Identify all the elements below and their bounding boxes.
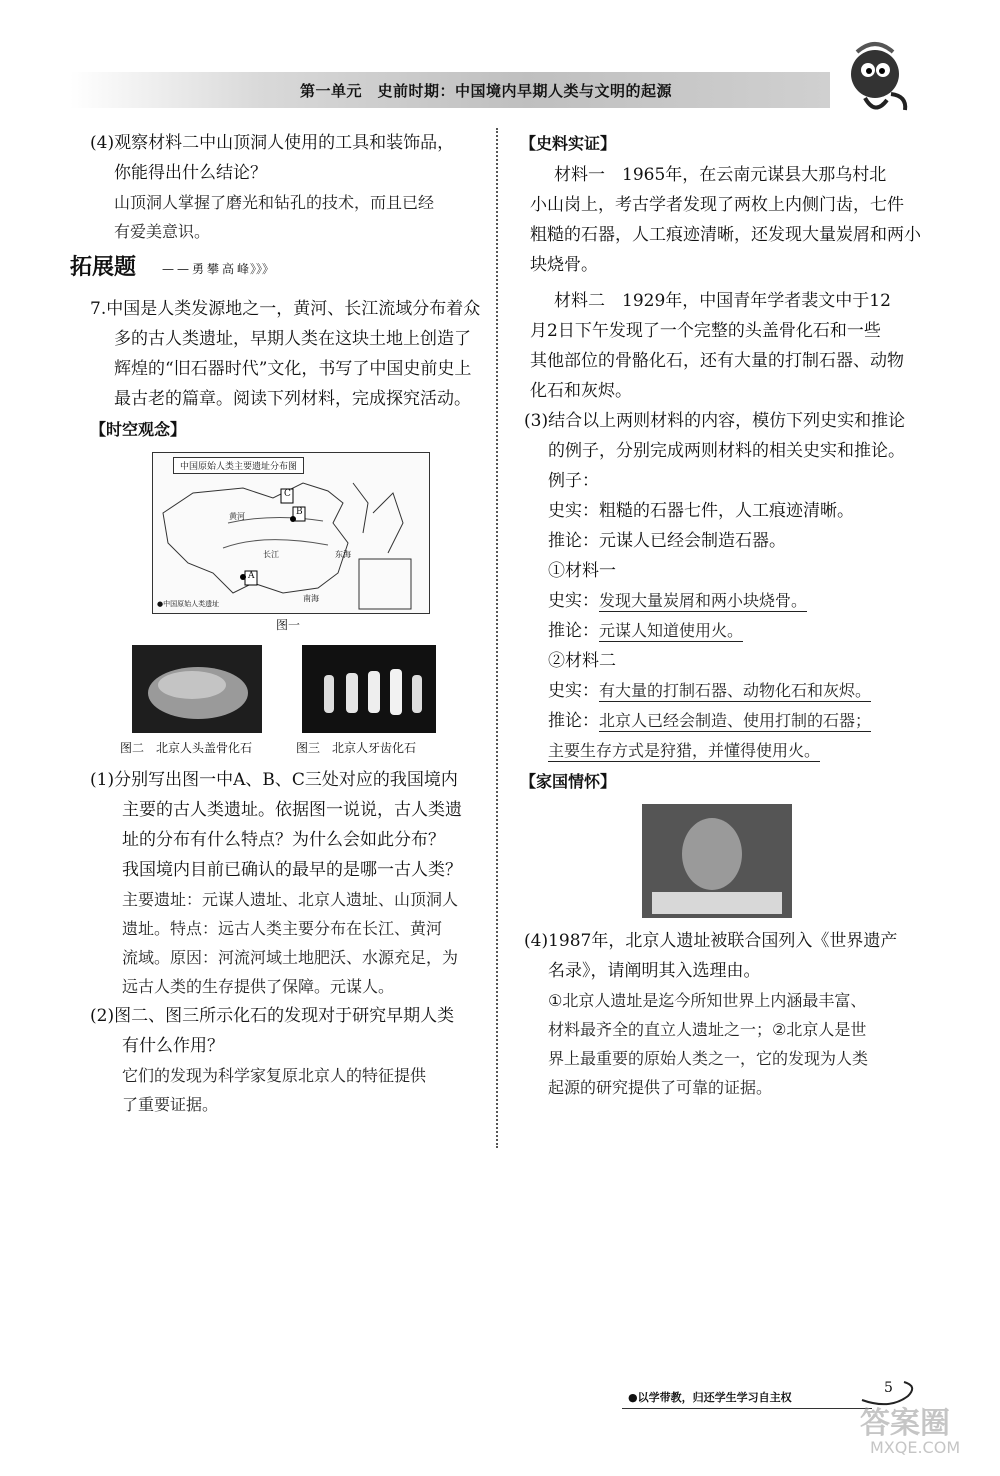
q3-material-2-fact bbox=[524, 676, 930, 706]
skull-fossil-image bbox=[132, 645, 262, 733]
fact-label: 史实： bbox=[548, 591, 599, 611]
q3-material-1-inference bbox=[524, 616, 930, 646]
inference-answer-cont: 主要生存方式是狩猎，并懂得使用火。 bbox=[548, 741, 821, 760]
inference-answer: 元谋人知道使用火。 bbox=[599, 621, 744, 640]
left-column bbox=[70, 128, 490, 1119]
material-1-line: 小山岗上，考古学者发现了两枚上内侧门齿，七件 bbox=[530, 195, 904, 215]
skull-fossil-icon bbox=[132, 645, 262, 733]
right-column bbox=[520, 128, 930, 1102]
material-2 bbox=[530, 286, 930, 406]
q4-right-prompt-line: 名录》，请阐明其入选理由。 bbox=[548, 961, 761, 981]
q7-stem-line: 7.中国是人类发源地之一，黄河、长江流域分布着众 bbox=[90, 299, 481, 319]
q7-stem-line: 多的古人类遗址，早期人类在这块土地上创造了 bbox=[114, 329, 471, 349]
map-label-donghai: 东海 bbox=[335, 550, 351, 559]
column-divider bbox=[496, 128, 498, 1148]
q2-prompt-line: 有什么作用？ bbox=[122, 1036, 224, 1056]
q3-material-1-label: ①材料一 bbox=[548, 561, 616, 581]
q4-right-answer-line: ①北京人遗址是迄今所知世界上内涵最丰富、 bbox=[548, 991, 867, 1010]
q1-prompt-line: (1)分别写出图一中A、B、C三处对应的我国境内 bbox=[90, 770, 458, 790]
inference-label: 推论： bbox=[548, 711, 599, 731]
footer-rule bbox=[622, 1408, 872, 1409]
fact-answer: 发现大量炭屑和两小块烧骨。 bbox=[599, 591, 808, 610]
q2-prompt-line: (2)图二、图三所示化石的发现对于研究早期人类 bbox=[90, 1006, 455, 1026]
q4-answer-line: 山顶洞人掌握了磨光和钻孔的技术，而且已经 bbox=[114, 193, 435, 212]
fossil-figures bbox=[90, 645, 490, 765]
section-tag-homeland: 【家国情怀】 bbox=[520, 772, 617, 791]
extension-subtitle: ——勇攀高峰 bbox=[162, 262, 253, 276]
q1-prompt-line: 主要的古人类遗址。依据图一说说，古人类遗 bbox=[122, 800, 462, 820]
q7-stem bbox=[90, 294, 490, 446]
q2 bbox=[90, 1001, 490, 1119]
q1-answer-line: 遗址。特点：远古人类主要分布在长江、黄河 bbox=[122, 919, 443, 938]
extension-title: 拓展题 bbox=[70, 255, 137, 280]
map-label-b: B bbox=[296, 507, 303, 517]
q4-prompt-line: (4)观察材料二中山顶洞人使用的工具和装饰品， bbox=[90, 133, 455, 153]
q4-right-answer-line: 界上最重要的原始人类之一，它的发现为人类 bbox=[548, 1049, 869, 1068]
q3 bbox=[524, 406, 930, 766]
map-drawing bbox=[153, 453, 429, 613]
fact-answer: 有大量的打制石器、动物化石和灰烬。 bbox=[599, 681, 872, 700]
q3-material-1-fact bbox=[524, 586, 930, 616]
peking-man-statue-image bbox=[642, 804, 792, 918]
page-header-title: 第一单元 史前时期：中国境内早期人类与文明的起源 bbox=[300, 82, 673, 100]
q3-example-fact: 史实：粗糙的石器七件，人工痕迹清晰。 bbox=[548, 501, 854, 521]
q7-stem-line: 辉煌的“旧石器时代”文化，书写了中国史前史上 bbox=[114, 359, 472, 379]
section-tag-evidence: 【史料实证】 bbox=[520, 134, 617, 153]
figure-1-caption: 图一 bbox=[276, 618, 301, 632]
teeth-fossil-image bbox=[302, 645, 436, 733]
map-label-c: C bbox=[284, 489, 291, 499]
map-label-changjiang: 长江 bbox=[263, 550, 279, 559]
q3-prompt-line: (3)结合以上两则材料的内容，模仿下列史实和推论 bbox=[524, 411, 906, 431]
q1-answer-line: 远古人类的生存提供了保障。元谋人。 bbox=[122, 977, 395, 996]
q2-answer-line: 它们的发现为科学家复原北京人的特征提供 bbox=[122, 1066, 427, 1085]
q3-example-label: 例子： bbox=[548, 471, 599, 491]
fact-label: 史实： bbox=[548, 681, 599, 701]
map-figure-1 bbox=[152, 452, 430, 614]
footer-slogan: ●以学带教，归还学生学习自主权 bbox=[628, 1391, 792, 1404]
map-label-a: A bbox=[248, 571, 255, 581]
watermark-top: 答案圈 bbox=[860, 1406, 950, 1441]
watermark bbox=[860, 1398, 960, 1457]
q4-right-answer-line: 起源的研究提供了可靠的证据。 bbox=[548, 1078, 773, 1097]
figure-2-caption: 图二 北京人头盖骨化石 bbox=[120, 741, 253, 755]
q4-prompt-line: 你能得出什么结论？ bbox=[114, 163, 267, 183]
section-tag-spacetime: 【时空观念】 bbox=[90, 420, 187, 439]
extension-arrows-icon: 》》》 bbox=[250, 262, 275, 276]
q7-stem-line: 最古老的篇章。阅读下列材料，完成探究活动。 bbox=[114, 389, 471, 409]
q4-right-prompt-line: (4)1987年，北京人遗址被联合国列入《世界遗产 bbox=[524, 931, 898, 951]
q1-prompt-line: 我国境内目前已确认的最早的是哪一古人类？ bbox=[122, 860, 462, 880]
q3-example-inference: 推论：元谋人已经会制造石器。 bbox=[548, 531, 786, 551]
q3-material-2-inference-cont bbox=[524, 736, 930, 766]
map-label-nanhai: 南海 bbox=[303, 594, 319, 603]
page-number: 5 bbox=[884, 1380, 893, 1396]
q3-prompt-line: 的例子，分别完成两则材料的相关史实和推论。 bbox=[548, 441, 905, 461]
figure-3-caption: 图三 北京人牙齿化石 bbox=[296, 741, 417, 755]
q4-answer-line: 有爱美意识。 bbox=[114, 222, 211, 241]
q4-right-answer-line: 材料最齐全的直立人遗址之一；②北京人是世 bbox=[548, 1020, 867, 1039]
map-legend: ●中国原始人类遗址 bbox=[157, 600, 220, 608]
q3-material-2-inference bbox=[524, 706, 930, 736]
material-1-line: 材料一 1965年，在云南元谋县大那乌村北 bbox=[554, 165, 887, 185]
q4-left bbox=[90, 128, 490, 246]
statue-bust-icon bbox=[642, 804, 792, 918]
q4-right bbox=[524, 926, 930, 1102]
material-2-line: 材料二 1929年，中国青年学者裴文中于12 bbox=[554, 291, 891, 311]
q1 bbox=[90, 765, 490, 1001]
inference-answer: 北京人已经会制造、使用打制的石器； bbox=[599, 711, 872, 730]
mascot-icon bbox=[835, 40, 915, 120]
map-title: 中国原始人类主要遗址分布图 bbox=[173, 457, 304, 474]
map-label-huanghe: 黄河 bbox=[229, 512, 245, 521]
q2-answer-line: 了重要证据。 bbox=[122, 1095, 219, 1114]
q1-answer-line: 流域。原因：河流河域土地肥沃、水源充足，为 bbox=[122, 948, 459, 967]
watermark-bottom: MXQE.COM bbox=[870, 1438, 961, 1457]
q1-prompt-line: 址的分布有什么特点？为什么会如此分布？ bbox=[122, 830, 445, 850]
extension-heading bbox=[70, 250, 490, 290]
material-1-line: 块烧骨。 bbox=[530, 255, 598, 275]
material-1-line: 粗糙的石器，人工痕迹清晰，还发现大量炭屑和两小 bbox=[530, 225, 921, 245]
material-2-line: 月2日下午发现了一个完整的头盖骨化石和一些 bbox=[530, 321, 881, 341]
q1-answer-line: 主要遗址：元谋人遗址、北京人遗址、山顶洞人 bbox=[122, 890, 459, 909]
q3-material-2-label: ②材料二 bbox=[548, 651, 616, 671]
inference-label: 推论： bbox=[548, 621, 599, 641]
teeth-fossil-icon bbox=[302, 645, 436, 733]
material-2-line: 化石和灰烬。 bbox=[530, 381, 632, 401]
material-2-line: 其他部位的骨骼化石，还有大量的打制石器、动物 bbox=[530, 351, 904, 371]
material-1 bbox=[530, 160, 930, 280]
